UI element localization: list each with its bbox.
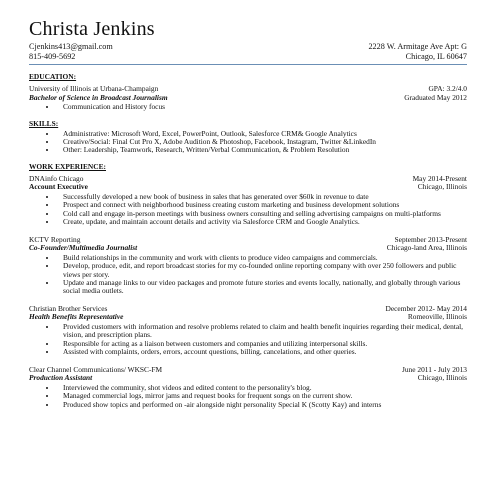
list-item: • Prospect and connect with neighborhood business creating custom marketing and business development solutions bbox=[57, 201, 467, 209]
header-divider bbox=[29, 64, 467, 65]
school-name: University of Illinois at Urbana-Champaign bbox=[29, 84, 159, 93]
job-bullets bbox=[29, 254, 467, 296]
list-item: • Managed commercial logs, mirror jams and request books for frequent songs on the current show. bbox=[57, 392, 467, 400]
job-header-row bbox=[29, 175, 467, 184]
gpa-text: GPA: 3.2/4.0 bbox=[428, 84, 467, 93]
education-section bbox=[29, 85, 467, 112]
list-item: • Cold call and engage in-person meetings with business owners consulting and selling advertising campaigns on multi-platforms bbox=[57, 210, 467, 218]
list-item: • Produced show topics and performed on -air alongside night personality Special K (Scotty Kay) and interns bbox=[57, 401, 467, 409]
education-bullets bbox=[29, 103, 467, 111]
job-header-row bbox=[29, 366, 467, 375]
job-title: Health Benefits Representative bbox=[29, 312, 124, 322]
phone-text: 815-409-5692 bbox=[29, 51, 76, 61]
job-dates: December 2012- May 2014 bbox=[385, 303, 467, 313]
education-row-degree bbox=[29, 94, 467, 103]
job-entry bbox=[29, 236, 467, 296]
job-location: Chicago, Illinois bbox=[417, 373, 467, 383]
email-text: Cjenkins413@gmail.com bbox=[29, 42, 113, 51]
job-location: Chicago, Illinois bbox=[417, 182, 467, 192]
list-item: • Other: Leadership, Teamwork, Research, Written/Verbal Communication, & Problem Resolution bbox=[57, 146, 467, 154]
list-item: • Administrative: Microsoft Word, Excel, PowerPoint, Outlook, Salesforce CRM& Google Analytics bbox=[57, 130, 467, 138]
contact-block bbox=[29, 42, 467, 61]
company-name: KCTV Reporting bbox=[29, 234, 81, 244]
job-title-row bbox=[29, 183, 467, 192]
list-item: • Creative/Social: Final Cut Pro X, Adobe Audition & Photoshop, Facebook, Instagram, Twitter &LinkedIn bbox=[57, 138, 467, 146]
list-item: • Assisted with complaints, orders, errors, account questions, billing, cancelations, and other queries. bbox=[57, 348, 467, 356]
job-entry bbox=[29, 366, 467, 409]
job-title: Account Executive bbox=[29, 182, 88, 192]
job-title-row bbox=[29, 244, 467, 253]
job-bullets bbox=[29, 384, 467, 409]
list-item: • Build relationships in the community and work with clients to produce video campaigns and commercials. bbox=[57, 254, 467, 262]
skills-bullets bbox=[29, 130, 467, 155]
skills-heading: SKILLS: bbox=[29, 118, 59, 128]
job-title-row bbox=[29, 313, 467, 322]
job-entry bbox=[29, 305, 467, 357]
list-item: • Successfully developed a new book of business in sales that has generated over $60k in revenue to date bbox=[57, 193, 467, 201]
job-bullets bbox=[29, 193, 467, 227]
list-item: • Responsible for acting as a liaison between customers and companies and utilizing interpersonal skills. bbox=[57, 340, 467, 348]
job-bullets bbox=[29, 323, 467, 357]
address-line-1: 2228 W. Armitage Ave Apt: G bbox=[368, 42, 467, 51]
list-item: • Update and manage links to our video packages and promote future stories and events locally, nationally, and globally through various social media outlets. bbox=[57, 279, 467, 296]
job-dates: June 2011 - July 2013 bbox=[401, 364, 467, 374]
job-dates: May 2014-Present bbox=[412, 173, 467, 183]
list-item: • Communication and History focus bbox=[57, 103, 467, 111]
company-name: Christian Brother Services bbox=[29, 303, 108, 313]
job-title-row bbox=[29, 374, 467, 383]
job-title: Co-Founder/Multimedia Journalist bbox=[29, 243, 138, 253]
job-title: Production Assistant bbox=[29, 373, 93, 383]
address-line-2: Chicago, IL 60647 bbox=[405, 51, 467, 61]
company-name: Clear Channel Communications/ WKSC-FM bbox=[29, 364, 163, 374]
contact-left bbox=[29, 42, 113, 61]
graduation-date: Graduated May 2012 bbox=[404, 92, 467, 102]
job-location: Romeoville, Illinois bbox=[407, 312, 467, 322]
list-item: • Develop, produce, edit, and report broadcast stories for my co-founded online reporting company with over 250 followers and public views per story. bbox=[57, 262, 467, 279]
job-entry bbox=[29, 175, 467, 227]
candidate-name: Christa Jenkins bbox=[29, 18, 155, 40]
job-location: Chicago-land Area, Illinois bbox=[386, 243, 467, 253]
job-dates: September 2013-Present bbox=[394, 234, 467, 244]
education-heading: EDUCATION: bbox=[29, 72, 77, 81]
company-name: DNAinfo Chicago bbox=[29, 173, 84, 183]
contact-right bbox=[368, 42, 467, 61]
list-item: • Interviewed the community, shot videos and edited content to the personality's blog. bbox=[57, 384, 467, 392]
experience-heading: WORK EXPERIENCE: bbox=[29, 161, 106, 171]
degree-text: Bachelor of Science in Broadcast Journalism bbox=[29, 92, 168, 102]
list-item: • Provided customers with information and resolve problems related to claim and health benefit inquiries regarding their medical, dental, vision, and prescription plans. bbox=[57, 323, 467, 340]
list-item: • Create, update, and maintain account details and activity via Salesforce CRM and Google Analytics. bbox=[57, 218, 467, 226]
